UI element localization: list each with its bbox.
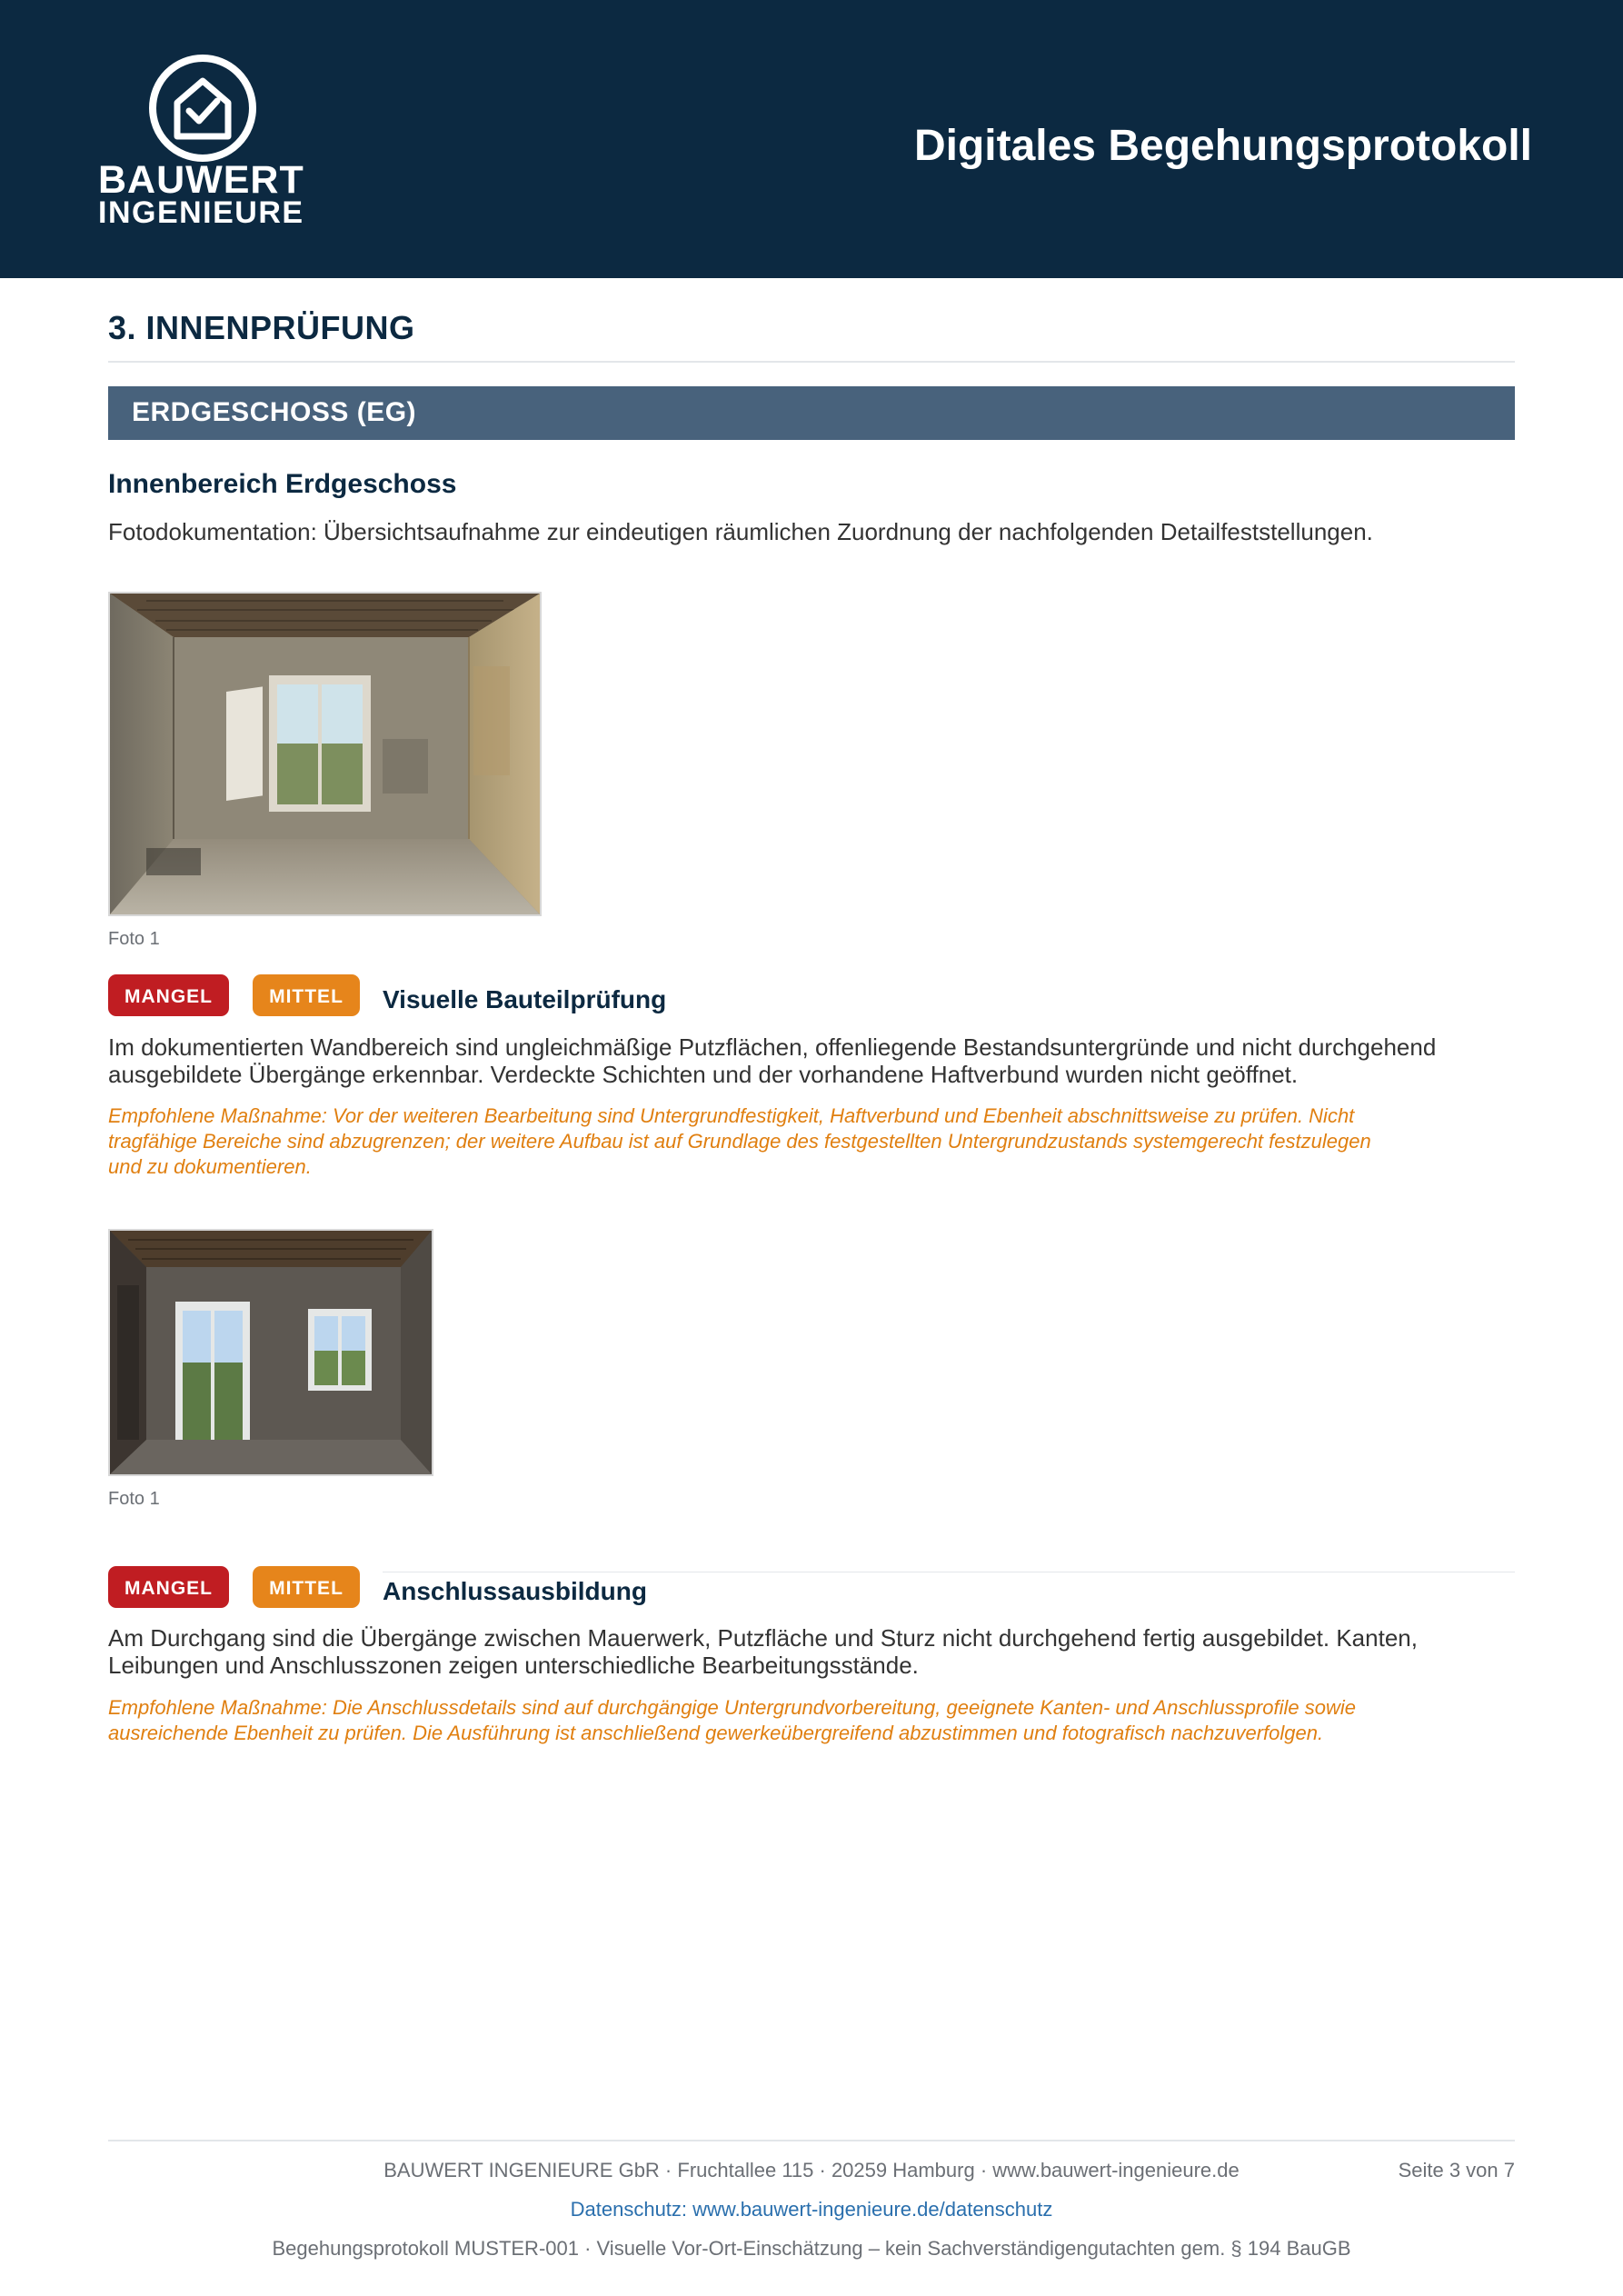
footer-company-info: BAUWERT INGENIEURE GbR · Fruchtallee 115 · 20259 Hamburg · www.bauwert-ingenieure.de — [383, 2159, 1240, 2181]
finding-text-line: Am Durchgang sind die Übergänge zwischen Mauerwerk, Putzfläche und Sturz nicht durchgehend fertig ausgebildet. Kanten, — [108, 1624, 1418, 1652]
finding-title: Anschlussausbildung — [383, 1577, 647, 1605]
area-title: Innenbereich Erdgeschoss — [108, 469, 457, 499]
photo-room-overview[interactable] — [108, 592, 542, 916]
logo-wordmark: BAUWERT — [98, 158, 304, 202]
logo-wordmark-sub: INGENIEURE — [98, 195, 304, 230]
finding-text-line: Im dokumentierten Wandbereich sind ungleichmäßige Putzflächen, offenliegende Bestandsuntergründe und nicht durchgehend — [108, 1033, 1437, 1061]
page-number: Seite 3 von 7 — [1398, 2159, 1515, 2181]
badge-mangel: MANGEL — [108, 974, 229, 1016]
photo-caption: Foto 1 — [108, 929, 160, 949]
finding-description — [108, 1624, 1526, 1679]
measure-line: tragfähige Bereiche sind abzugrenzen; der weitere Aufbau ist auf Grundlage des festgestellten Untergrundzustands systemgerecht festzulegen — [108, 1130, 1371, 1153]
house-check-icon — [147, 53, 258, 164]
finding-text-line: ausgebildete Übergänge erkennbar. Verdeckte Schichten und der vorhandene Haftverbund wurden nicht geöffnet. — [108, 1061, 1299, 1088]
footer-divider — [108, 2140, 1515, 2141]
section-title: 3. INNENPRÜFUNG — [108, 309, 415, 346]
finding-description — [108, 1033, 1526, 1088]
floor-heading-bar — [108, 386, 1515, 440]
finding-title: Visuelle Bauteilprüfung — [383, 985, 667, 1013]
page-header — [0, 0, 1623, 278]
badge-severity-mittel: MITTEL — [253, 974, 360, 1016]
document-title: Digitales Begehungsprotokoll — [913, 122, 1532, 170]
recommended-measure — [108, 1695, 1526, 1746]
badge-mangel: MANGEL — [108, 1566, 229, 1608]
photo-caption: Foto 1 — [108, 1489, 160, 1509]
recommended-measure — [108, 1103, 1526, 1180]
photo-room-windows[interactable] — [108, 1229, 433, 1476]
measure-line: Empfohlene Maßnahme: Vor der weiteren Bearbeitung sind Untergrundfestigkeit, Haftverbund und Ebenheit abschnittsweise zu prüfen. Nicht — [108, 1104, 1355, 1127]
measure-line: Empfohlene Maßnahme: Die Anschlussdetails sind auf durchgängige Untergrundvorbereitung, geeignete Kanten- und Anschlussprofile sowie — [108, 1696, 1356, 1719]
badge-severity-mittel: MITTEL — [253, 1566, 360, 1608]
finding-text-line: Leibungen und Anschlusszonen zeigen unterschiedliche Bearbeitungsstände. — [108, 1652, 919, 1679]
section-divider — [108, 361, 1515, 363]
measure-line: und zu dokumentieren. — [108, 1155, 312, 1178]
floor-heading: ERDGESCHOSS (EG) — [132, 397, 417, 427]
footer-disclaimer: Begehungsprotokoll MUSTER-001 · Visuelle Vor-Ort-Einschätzung – kein Sachverständigengutachten gem. § 194 BauGB — [272, 2237, 1351, 2260]
area-intro: Fotodokumentation: Übersichtsaufnahme zur eindeutigen räumlichen Zuordnung der nachfolgenden Detailfeststellungen. — [108, 518, 1373, 545]
privacy-link[interactable]: Datenschutz: www.bauwert-ingenieure.de/datenschutz — [570, 2198, 1053, 2221]
measure-line: ausreichende Ebenheit zu prüfen. Die Ausführung ist anschließend gewerkeübergreifend abzustimmen und fotografisch nachzuverfolgen. — [108, 1722, 1324, 1744]
company-logo — [98, 53, 307, 235]
